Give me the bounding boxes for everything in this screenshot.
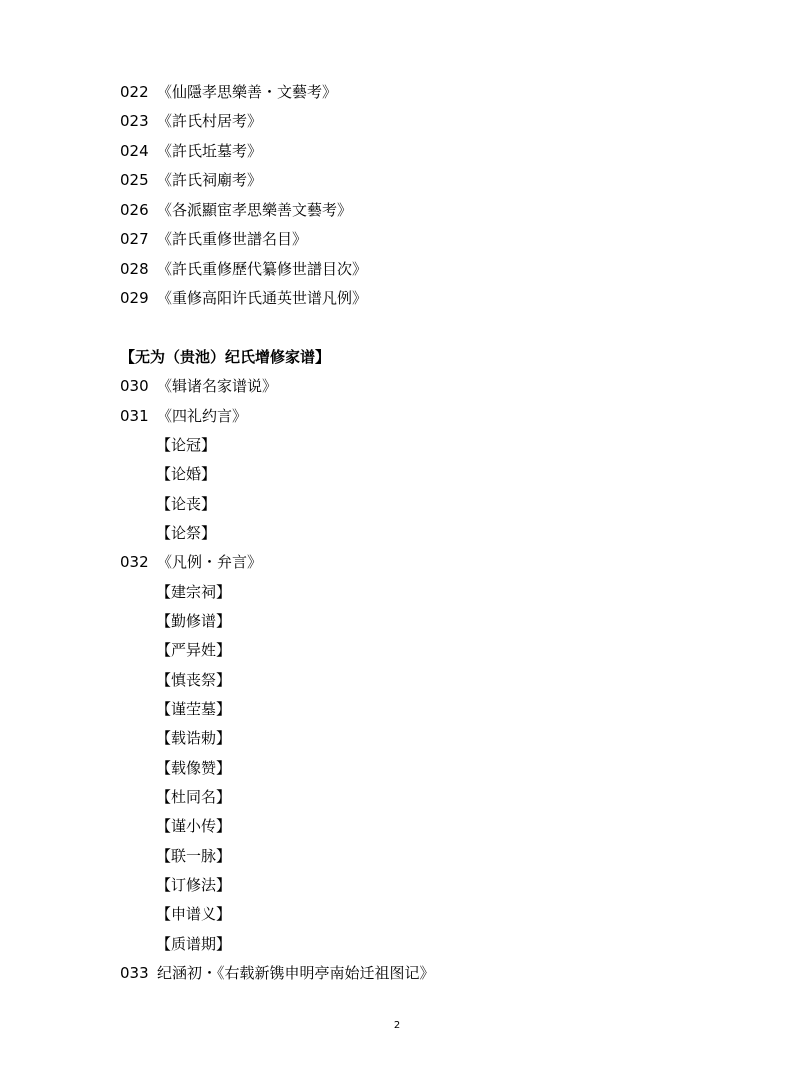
sub-entry: 【联一脉】 [156, 847, 232, 865]
entry-title: 《許氏村居考》 [157, 112, 263, 130]
sub-entry: 【建宗祠】 [156, 583, 232, 601]
toc-entry [120, 167, 262, 193]
entry-title: 《凡例・弁言》 [157, 553, 263, 571]
sub-entry: 【慎丧祭】 [156, 671, 232, 689]
toc-entry [120, 226, 307, 252]
toc-entry [120, 197, 352, 223]
sub-entry: 【质谱期】 [156, 935, 232, 953]
entry-number: 030 [120, 377, 149, 395]
toc-entry [120, 403, 247, 429]
entry-title: 《許氏重修歷代纂修世譜目次》 [157, 260, 368, 278]
page-number: 2 [393, 1020, 401, 1031]
toc-entry [120, 373, 277, 399]
entry-title: 《各派顯宦孝思樂善文藝考》 [157, 201, 353, 219]
entry-title: 《許氏坵墓考》 [157, 142, 263, 160]
sub-entry: 【申谱义】 [156, 905, 232, 923]
sub-entry: 【严异姓】 [156, 641, 232, 659]
toc-entry [120, 549, 262, 575]
entry-title: 《重修高阳许氏通英世谱凡例》 [157, 289, 368, 307]
entry-number: 024 [120, 142, 149, 160]
entry-number: 022 [120, 83, 149, 101]
entry-number: 023 [120, 112, 149, 130]
section-heading: 【无为（贵池）纪氏增修家谱】 [120, 348, 331, 366]
entry-title: 《仙隱孝思樂善・文藝考》 [157, 83, 338, 101]
sub-entry: 【载诰勅】 [156, 729, 232, 747]
sub-entry: 【谨小传】 [156, 817, 232, 835]
sub-entry: 【勤修谱】 [156, 612, 232, 630]
toc-entry [120, 285, 367, 311]
sub-entry: 【谨茔墓】 [156, 700, 232, 718]
toc-entry [120, 960, 435, 986]
toc-entry [120, 138, 262, 164]
sub-entry: 【论丧】 [156, 495, 217, 513]
entry-title: 《許氏重修世譜名目》 [157, 230, 308, 248]
sub-entry: 【杜同名】 [156, 788, 232, 806]
sub-entry: 【论冠】 [156, 436, 217, 454]
entry-number: 031 [120, 407, 149, 425]
sub-entry: 【订修法】 [156, 876, 232, 894]
entry-number: 027 [120, 230, 149, 248]
entry-number: 026 [120, 201, 149, 219]
toc-entry [120, 79, 337, 105]
sub-entry: 【论婚】 [156, 465, 217, 483]
entry-title: 《許氏祠廟考》 [157, 171, 263, 189]
toc-entry [120, 108, 262, 134]
entry-title: 《辑诸名家谱说》 [157, 377, 278, 395]
toc-entry [120, 256, 367, 282]
sub-entry: 【载像赞】 [156, 759, 232, 777]
sub-entry: 【论祭】 [156, 524, 217, 542]
entry-number: 029 [120, 289, 149, 307]
entry-number: 032 [120, 553, 149, 571]
entry-number: 025 [120, 171, 149, 189]
entry-number: 028 [120, 260, 149, 278]
entry-number: 033 [120, 964, 149, 982]
entry-title: 《四礼约言》 [157, 407, 248, 425]
entry-title: 纪涵初・《右载新镌申明亭南始迁祖图记》 [157, 964, 435, 982]
